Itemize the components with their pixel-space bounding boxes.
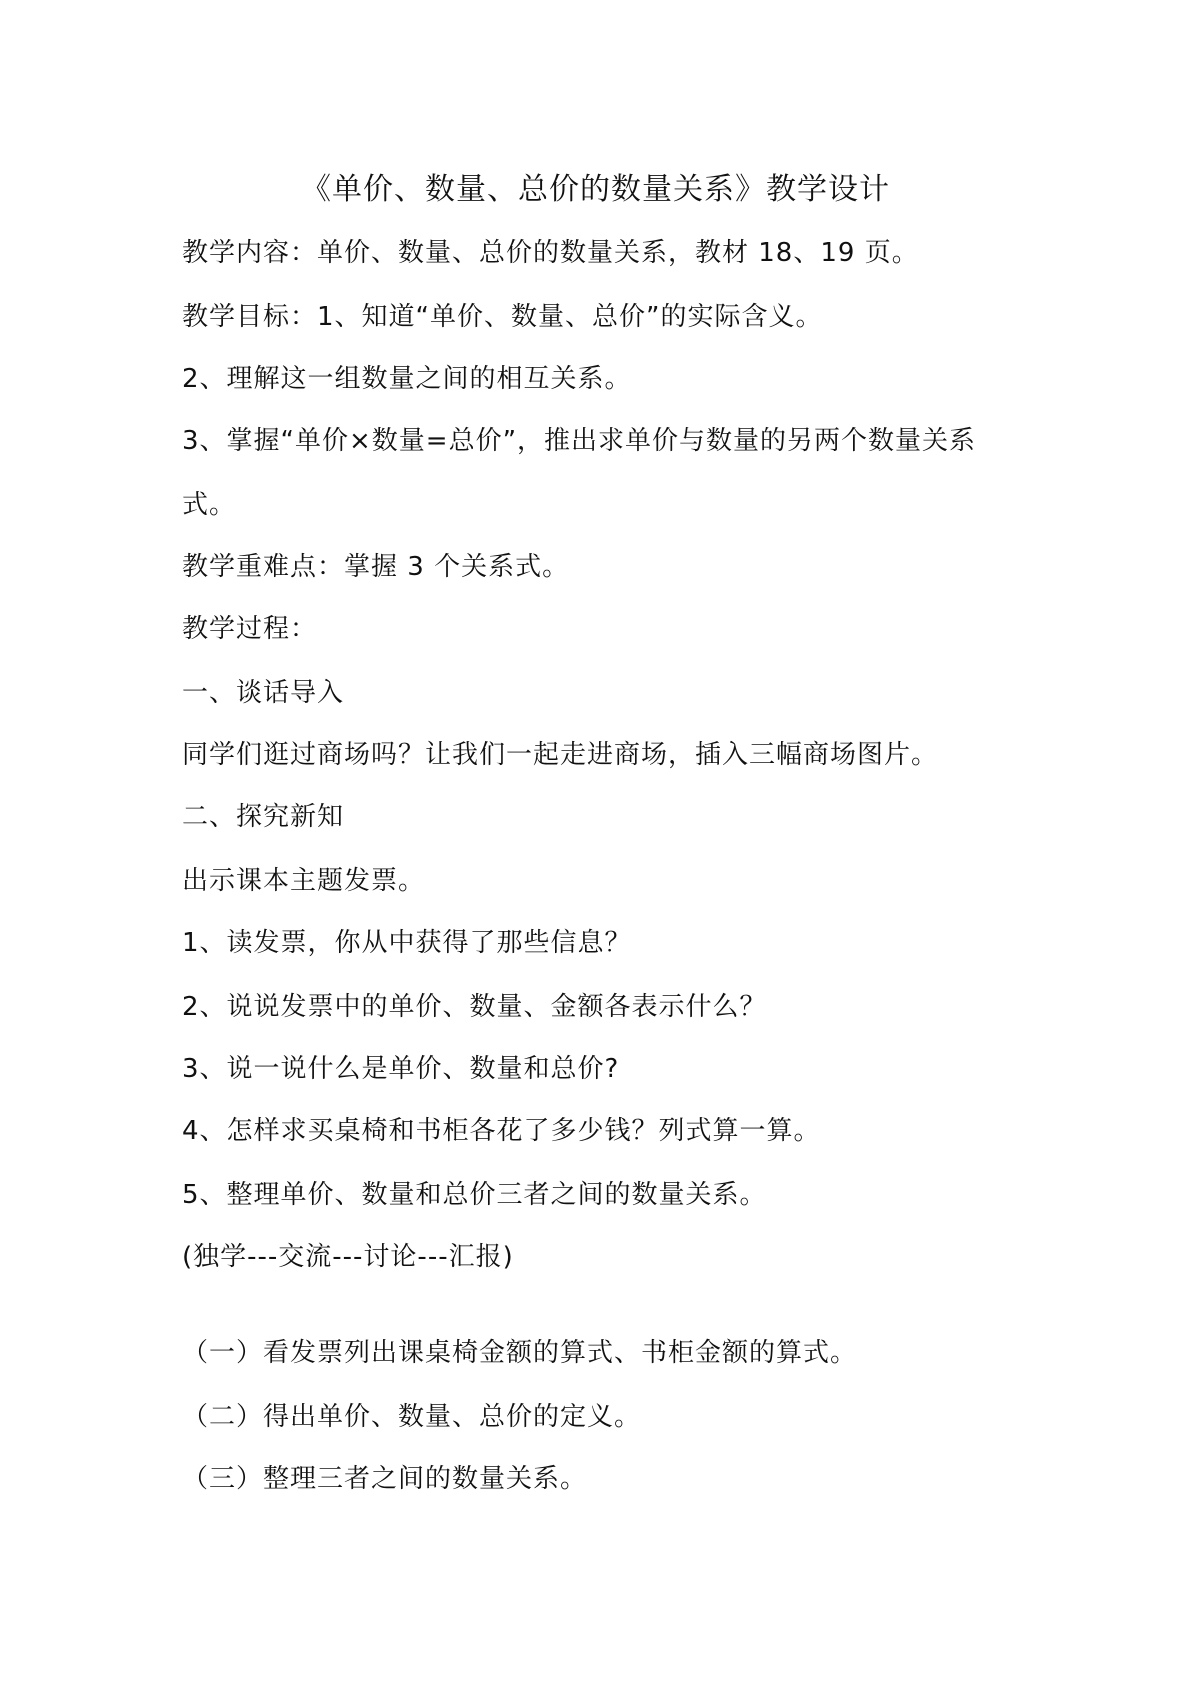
activity-flow-line: (独学---交流---讨论---汇报) [182,1242,514,1272]
question-5-line: 5、整理单价、数量和总价三者之间的数量关系。 [182,1180,767,1210]
key-difficulty-line: 教学重难点：掌握 3 个关系式。 [182,552,570,582]
teaching-goal-line-3-continued: 式。 [182,490,237,520]
invoice-intro-line: 出示课本主题发票。 [182,866,426,896]
question-1-line: 1、读发票，你从中获得了那些信息？ [182,928,632,958]
subpoint-2-line: （二）得出单价、数量、总价的定义。 [182,1402,642,1432]
subpoint-1-line: （一）看发票列出课桌椅金额的算式、书柜金额的算式。 [182,1338,858,1368]
section-1-heading: 一、谈话导入 [182,678,345,708]
question-2-line: 2、说说发票中的单价、数量、金额各表示什么？ [182,992,767,1022]
teaching-content-line: 教学内容：单价、数量、总价的数量关系，教材 18、19 页。 [182,238,919,268]
question-3-line: 3、说一说什么是单价、数量和总价? [182,1054,620,1084]
teaching-goal-line-2: 2、理解这一组数量之间的相互关系。 [182,364,632,394]
subpoint-3-line: （三）整理三者之间的数量关系。 [182,1464,588,1494]
section-2-heading: 二、探究新知 [182,802,345,832]
document-title: 《单价、数量、总价的数量关系》教学设计 [301,172,890,207]
question-4-line: 4、怎样求买桌椅和书柜各花了多少钱？列式算一算。 [182,1116,821,1146]
teaching-process-heading: 教学过程： [182,614,318,644]
section-1-text: 同学们逛过商场吗？让我们一起走进商场，插入三幅商场图片。 [182,740,939,770]
teaching-goal-line-1: 教学目标：1、知道“单价、数量、总价”的实际含义。 [182,302,823,332]
teaching-goal-line-3: 3、掌握“单价×数量=总价”，推出求单价与数量的另两个数量关系 [182,426,977,456]
